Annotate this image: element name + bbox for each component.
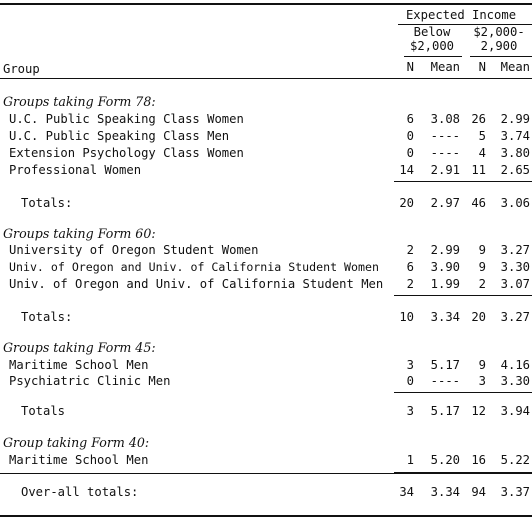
- header-bottom-rule: [0, 78, 532, 79]
- section-title-form-40: Group taking Form 40:: [3, 435, 150, 450]
- overall-n2: 94: [471, 485, 486, 499]
- section-title-form-45: Groups taking Form 45:: [3, 340, 156, 355]
- subtotal-rule: [394, 295, 532, 296]
- table-row-n2: 26: [471, 112, 486, 126]
- table-row-mean2: 4.16: [500, 358, 530, 372]
- table-row-mean1: 2.99: [430, 243, 460, 257]
- table-row-group: University of Oregon Student Women: [9, 243, 259, 257]
- totals-n2: 46: [471, 196, 486, 210]
- section-title-form-60: Groups taking Form 60:: [3, 226, 156, 241]
- table-row-n2: 11: [471, 163, 486, 177]
- overall-totals-label: Over-all totals:: [21, 485, 139, 499]
- table-row-n2: 4: [478, 146, 486, 160]
- table-row-mean2: 5.22: [500, 453, 530, 467]
- table-row-group: Psychiatric Clinic Men: [9, 374, 171, 388]
- table-row-mean2: 3.07: [500, 277, 530, 291]
- table-row-mean1: 5.17: [430, 358, 460, 372]
- table-row-n1: 14: [399, 163, 414, 177]
- totals-mean1: 3.34: [430, 310, 460, 324]
- table-row-n1: 0: [406, 146, 414, 160]
- overall-mean2: 3.37: [500, 485, 530, 499]
- table-row-n1: 0: [406, 374, 414, 388]
- table-row-n1: 2: [406, 243, 414, 257]
- col1-header-line2: $2,000: [409, 39, 455, 53]
- table-row-mean2: 3.30: [500, 374, 530, 388]
- table-row-mean1: 3.08: [430, 112, 460, 126]
- expected-income-header: Expected Income: [405, 8, 517, 22]
- table-row-group: Maritime School Men: [9, 453, 149, 467]
- table-row-mean2: 2.65: [500, 163, 530, 177]
- table-row-n2: 3: [478, 374, 486, 388]
- table-row-n1: 1: [406, 453, 414, 467]
- table-row-n2: 9: [478, 243, 486, 257]
- table-row-mean2: 2.99: [500, 112, 530, 126]
- table-row-mean1: 5.20: [430, 453, 460, 467]
- overall-n1: 34: [399, 485, 414, 499]
- table-row-group: U.C. Public Speaking Class Women: [9, 112, 244, 126]
- col2-header-line2: 2,900: [480, 39, 518, 53]
- overall-mean1: 3.34: [430, 485, 460, 499]
- table-row-n1: 0: [406, 129, 414, 143]
- table-row-group: Professional Women: [9, 163, 142, 177]
- table-row-mean1: ----: [430, 146, 460, 160]
- col2-n-header: N: [478, 60, 486, 74]
- table-row-group: Univ. of Oregon and Univ. of California Student Men: [9, 277, 384, 291]
- table-row-n2: 9: [478, 260, 486, 274]
- overall-top-rule: [0, 473, 532, 474]
- totals-n2: 12: [471, 404, 486, 418]
- subtotal-rule: [394, 181, 532, 182]
- table-row-mean2: 3.80: [500, 146, 530, 160]
- table-row-mean2: 3.74: [500, 129, 530, 143]
- table-row-n1: 6: [406, 112, 414, 126]
- subtotal-rule: [394, 392, 532, 393]
- col1-n-header: N: [406, 60, 414, 74]
- table-row-mean2: 3.27: [500, 243, 530, 257]
- totals-label: Totals:: [21, 196, 73, 210]
- section-title-form-78: Groups taking Form 78:: [3, 94, 156, 109]
- table-row-mean1: 1.99: [430, 277, 460, 291]
- totals-mean2: 3.94: [500, 404, 530, 418]
- table-row-group: Univ. of Oregon and Univ. of California Student Women: [9, 260, 379, 274]
- totals-n1: 10: [399, 310, 414, 324]
- totals-n1: 20: [399, 196, 414, 210]
- totals-mean1: 5.17: [430, 404, 460, 418]
- table-row-n1: 6: [406, 260, 414, 274]
- table-row-n2: 5: [478, 129, 486, 143]
- col2-header-underline: [470, 56, 532, 57]
- table-row-group: Maritime School Men: [9, 358, 149, 372]
- table-row-n1: 3: [406, 358, 414, 372]
- table-row-mean2: 3.30: [500, 260, 530, 274]
- col2-header-line1: $2,000-: [473, 25, 525, 39]
- table-row-mean1: 2.91: [430, 163, 460, 177]
- totals-n1: 3: [406, 404, 414, 418]
- table-row-group: U.C. Public Speaking Class Men: [9, 129, 230, 143]
- table-bottom-rule: [0, 515, 532, 517]
- col1-header-line1: Below: [413, 25, 451, 39]
- totals-label: Totals: [21, 404, 66, 418]
- col2-mean-header: Mean: [500, 60, 530, 74]
- table-row-group: Extension Psychology Class Women: [9, 146, 244, 160]
- col1-mean-header: Mean: [430, 60, 460, 74]
- group-column-header: Group: [3, 62, 40, 76]
- table-row-n2: 16: [471, 453, 486, 467]
- totals-mean1: 2.97: [430, 196, 460, 210]
- table-row-n1: 2: [406, 277, 414, 291]
- totals-mean2: 3.06: [500, 196, 530, 210]
- totals-n2: 20: [471, 310, 486, 324]
- table-row-mean1: ----: [430, 374, 460, 388]
- table-top-rule: [0, 3, 532, 5]
- table-row-mean1: 3.90: [430, 260, 460, 274]
- table-row-n2: 9: [478, 358, 486, 372]
- table-row-mean1: ----: [430, 129, 460, 143]
- table-row-n2: 2: [478, 277, 486, 291]
- totals-label: Totals:: [21, 310, 73, 324]
- col1-header-underline: [404, 56, 462, 57]
- totals-mean2: 3.27: [500, 310, 530, 324]
